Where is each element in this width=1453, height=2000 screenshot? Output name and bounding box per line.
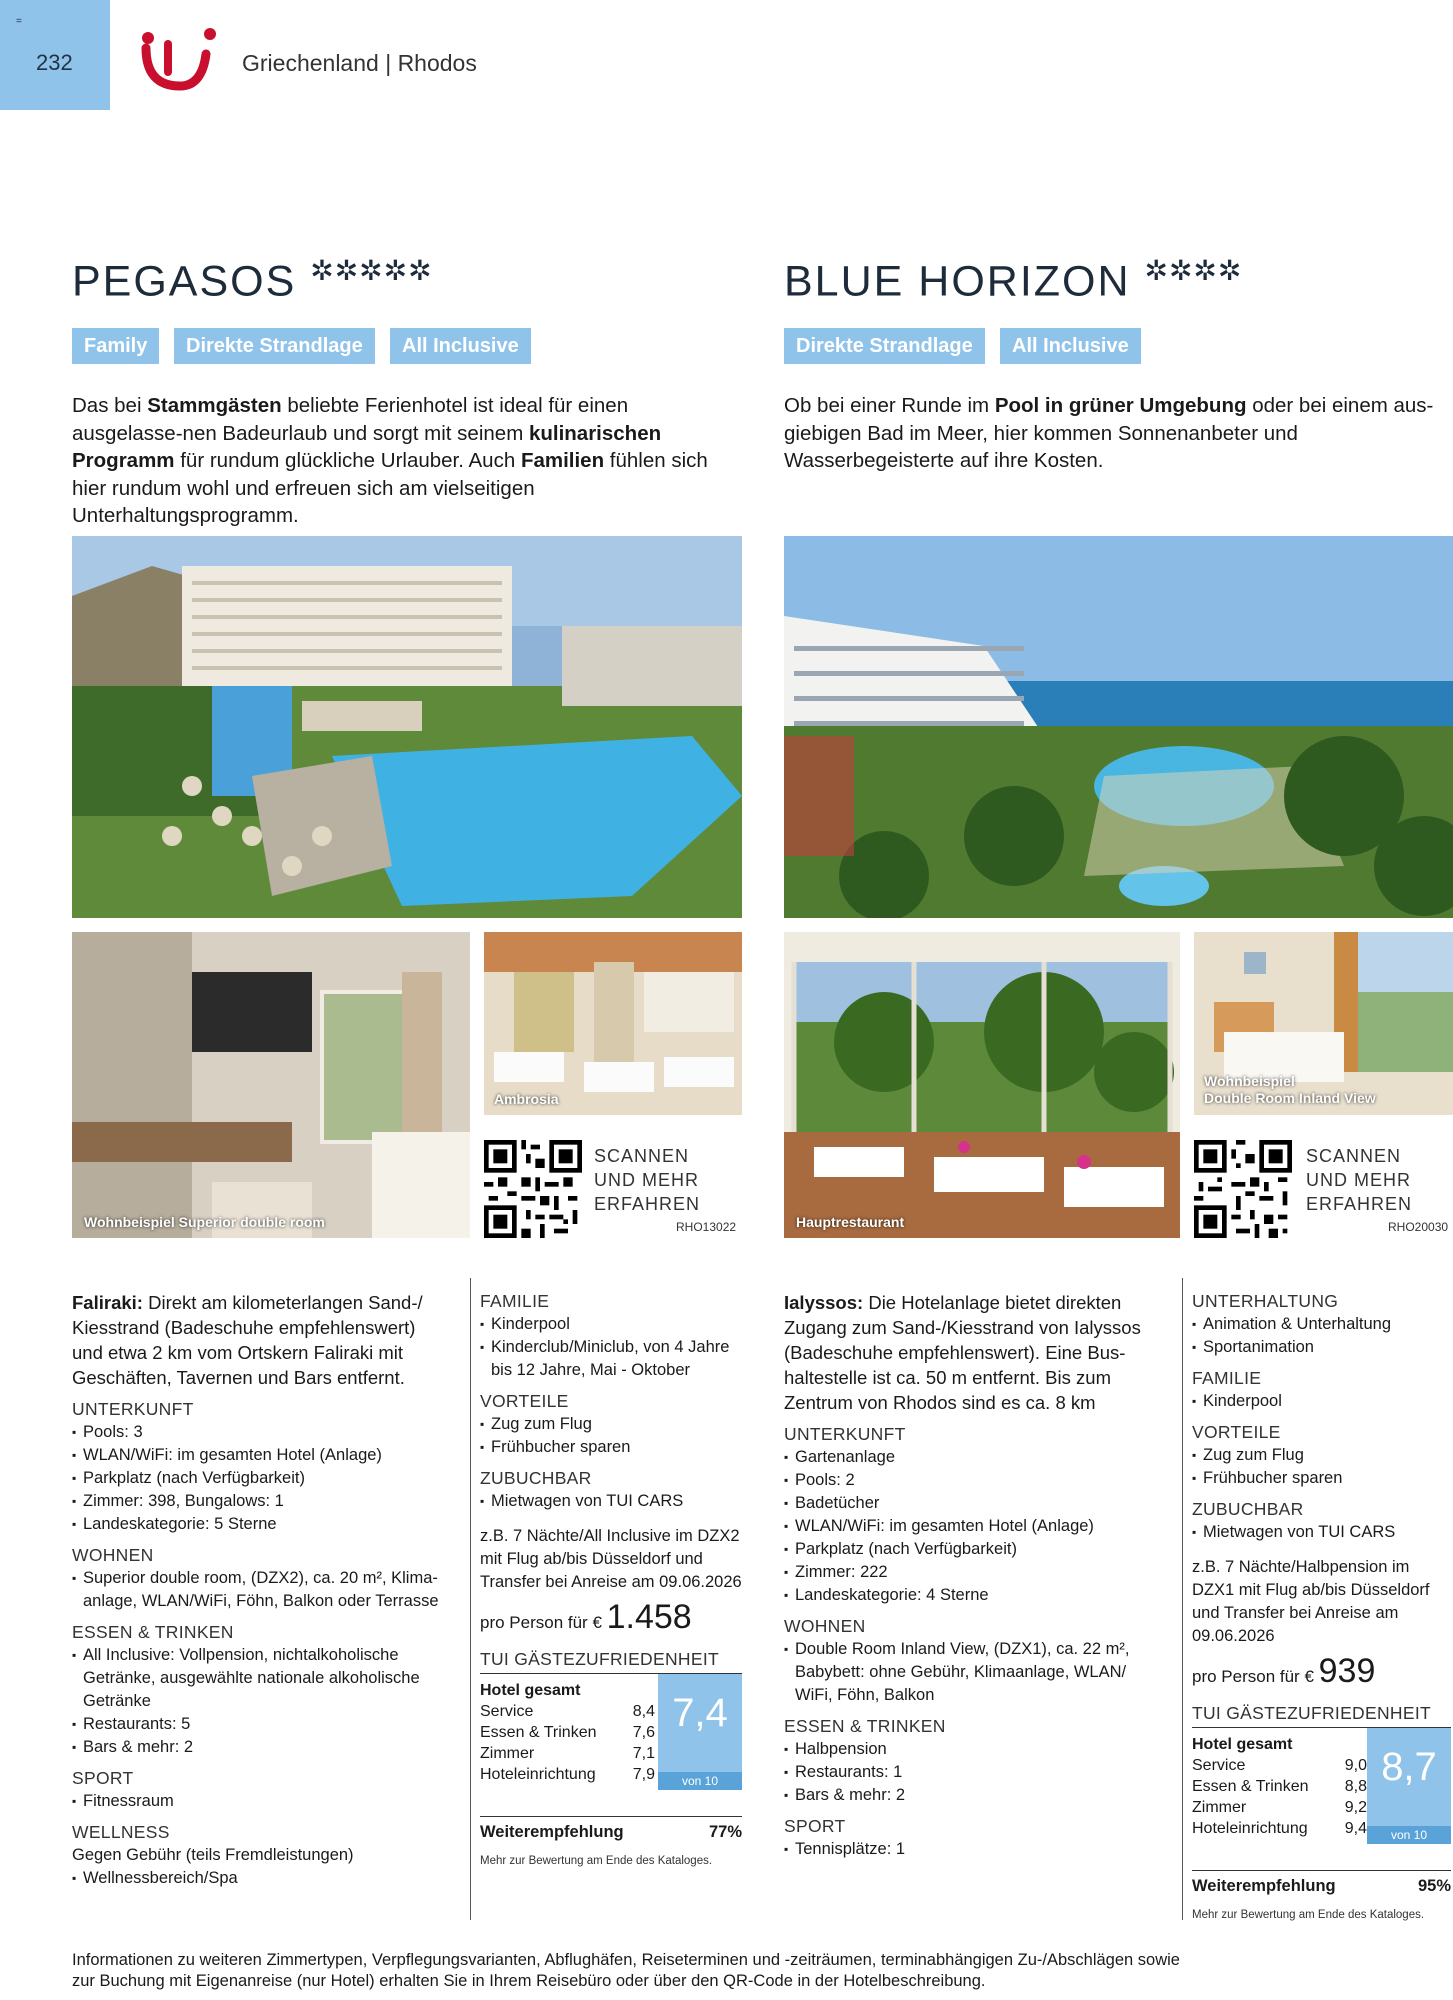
tui-logo xyxy=(140,26,220,92)
hotel-facts-pegasos: FAMILIE ▪ Kinderpool ▪ Kinderclub/Miniclub, von 4 Jahre bis 12 Jahre, Mai - Oktober VORTEILE ▪ Zug zum Flug ▪ Frühbucher sparen ZUBUCHBAR ▪ Mietwagen von TUI CARS z.B. 7 Nächte/All Inclusive im DZX2 mit Flug ab/bis Düsseldorf und Transfer bei Anreise am 09.06.2026 pro Person für € 1.458 TUI GÄSTEZUFRIEDENHEIT Hotel gesamt Service 8,4 Essen & Trinken 7,6 Zimmer 7,1 Hoteleinrichtung 7,9 7,4 von 10 Weiterempfehlung 77% Mehr zur Bewertung am Ende des Kataloges. xyxy=(480,1290,742,1873)
photo-caption-room: Wohnbeispiel Double Room Inland View xyxy=(1204,1073,1376,1106)
tag-direkte-strandlage: Direkte Strandlage xyxy=(174,328,375,364)
tag-all-inclusive: All Inclusive xyxy=(1000,328,1141,364)
breadcrumb: Griechenland | Rhodos xyxy=(242,50,477,76)
hotel-photo-blue-horizon-room xyxy=(1194,932,1453,1115)
hotel-photo-blue-horizon-restaurant xyxy=(784,932,1180,1238)
rating-note: Mehr zur Bewertung am Ende des Kataloges. xyxy=(480,1855,713,1867)
rating-note: Mehr zur Bewertung am Ende des Kataloges. xyxy=(1192,1909,1425,1921)
column-divider xyxy=(1182,1278,1183,1920)
hotel-photo-pegasos-restaurant xyxy=(484,932,742,1115)
rating-title: TUI GÄSTEZUFRIEDENHEIT xyxy=(480,1648,742,1674)
location-description: Faliraki: Direkt am kilometerlangen Sand-/ Kiesstrand (Badeschuhe empfehlenswert) und etwa 2 km vom Ortskern Faliraki mit Geschäften, Tavernen und Bars entfernt. xyxy=(72,1292,423,1388)
hotel-photo-pegasos-room xyxy=(72,932,470,1238)
hotel-photo-blue-horizon-main xyxy=(784,536,1453,918)
score-badge: 8,7 von 10 xyxy=(1367,1728,1451,1844)
hotel-intro-pegasos: Das bei Stammgästen beliebte Ferienhotel ist ideal für einen ausgelasse-nen Badeurlaub und sorgt mit seinem kulinarischen Programm für rundum glückliche Urlauber. Auch Familien fühlen sich hier rundum wohl und erfreuen sich am vielseitigen Unterhaltungsprogramm. xyxy=(72,394,708,527)
hotel-intro-blue-horizon: Ob bei einer Runde im Pool in grüner Umgebung oder bei einem aus-giebigen Bad im Meer, hier kommen Sonnenanbeter und Wasserbegeisterte auf ihre Kosten. xyxy=(784,394,1434,472)
photo-caption-restaurant: Hauptrestaurant xyxy=(796,1214,905,1230)
offer-text: z.B. 7 Nächte/Halbpension im DZX1 mit Flug ab/bis Düsseldorf und Transfer bei Anreise am 09.06.2026 xyxy=(1192,1558,1430,1645)
price: pro Person für € 939 xyxy=(1192,1652,1376,1690)
hotel-photo-pegasos-main xyxy=(72,536,742,918)
star-rating: ✲✲✲✲✲ xyxy=(310,255,433,286)
score-badge: 7,4 von 10 xyxy=(658,1674,742,1790)
tag-direkte-strandlage: Direkte Strandlage xyxy=(784,328,985,364)
tag-family: Family xyxy=(72,328,159,364)
tag-all-inclusive: All Inclusive xyxy=(390,328,531,364)
hotel-code: RHO20030 xyxy=(1388,1220,1449,1234)
menu-icon[interactable]: = xyxy=(16,16,22,27)
page-number-tab xyxy=(0,0,110,110)
footer-note: Informationen zu weiteren Zimmertypen, Verpflegungsvarianten, Abflughäfen, Reiseterminen und -zeiträumen, terminabhängigen Zu-/Abschlägen sowie zur Buchung mit Eigenanreise (nur Hotel) erhalten Sie in Ihrem Reisebüro oder über den QR-Code in der Hotelbeschreibung. xyxy=(72,1951,1180,1990)
scan-prompt-blue-horizon: SCANNEN UND MEHR ERFAHREN xyxy=(1306,1146,1413,1214)
page-number: 232 xyxy=(36,50,73,75)
location-description: Ialyssos: Die Hotelanlage bietet direkten Zugang zum Sand-/Kiesstrand von Ialyssos (Badeschuhe empfehlenswert). Eine Bus-haltestelle ist ca. 50 m entfernt. Bis zum Zentrum von Rhodos sind es ca. 8 km xyxy=(784,1292,1141,1413)
recommendation: Weiterempfehlung 95% xyxy=(1192,1870,1451,1898)
photo-caption-room: Wohnbeispiel Superior double room xyxy=(84,1214,325,1230)
qr-code-pegasos[interactable] xyxy=(484,1140,582,1238)
photo-caption-restaurant: Ambrosia xyxy=(494,1091,559,1107)
hotel-code: RHO13022 xyxy=(676,1220,737,1234)
rating-box: Hotel gesamt Service 8,4 Essen & Trinken 7,6 Zimmer 7,1 Hoteleinrichtung 7,9 7,4 von 10 xyxy=(480,1674,742,1812)
hotel-title-blue-horizon: BLUE HORIZON ✲✲✲✲ xyxy=(784,255,1243,306)
qr-code-blue-horizon[interactable] xyxy=(1194,1140,1292,1238)
column-divider xyxy=(470,1278,471,1920)
recommendation: Weiterempfehlung 77% xyxy=(480,1816,742,1844)
price: pro Person für € 1.458 xyxy=(480,1598,692,1636)
rating-title: TUI GÄSTEZUFRIEDENHEIT xyxy=(1192,1702,1451,1728)
hotel-details-pegasos: Faliraki: Direkt am kilometerlangen Sand-/ Kiesstrand (Badeschuhe empfehlenswert) und etwa 2 km vom Ortskern Faliraki mit Geschäften, Tavernen und Bars entfernt. UNTERKUNFT ▪ Pools: 3 ▪ WLAN/WiFi: im gesamten Hotel (Anlage) ▪ Parkplatz (nach Verfügbarkeit) ▪ Zimmer: 398, Bungalows: 1 ▪ Landeskategorie: 5 Sterne WOHNEN ▪ Superior double room, (DZX2), ca. 20 m², Klima-anlage, WLAN/WiFi, Föhn, Balkon oder Terrasse ESSEN & TRINKEN ▪ All Inclusive: Vollpension, nichtalkoholische Getränke, ausgewählte nationale alkoholische Getränke ▪ Restaurants: 5 ▪ Bars & mehr: 2 SPORT ▪ Fitnessraum WELLNESS Gegen Gebühr (teils Fremdleistungen) ▪ Wellnessbereich/Spa xyxy=(72,1290,442,1890)
star-rating: ✲✲✲✲ xyxy=(1144,255,1243,286)
hotel-details-blue-horizon: Ialyssos: Die Hotelanlage bietet direkten Zugang zum Sand-/Kiesstrand von Ialyssos (Badeschuhe empfehlenswert). Eine Bus-haltestelle ist ca. 50 m entfernt. Bis zum Zentrum von Rhodos sind es ca. 8 km UNTERKUNFT ▪ Gartenanlage ▪ Pools: 2 ▪ Badetücher ▪ WLAN/WiFi: im gesamten Hotel (Anlage) ▪ Parkplatz (nach Verfügbarkeit) ▪ Zimmer: 222 ▪ Landeskategorie: 4 Sterne WOHNEN ▪ Double Room Inland View, (DZX1), ca. 22 m², Babybett: ohne Gebühr, Klimaanlage, WLAN/ WiFi, Föhn, Balkon ESSEN & TRINKEN ▪ Halbpension ▪ Restaurants: 1 ▪ Bars & mehr: 2 SPORT ▪ Tennisplätze: 1 xyxy=(784,1290,1144,1861)
rating-box: Hotel gesamt Service 9,0 Essen & Trinken 8,8 Zimmer 9,2 Hoteleinrichtung 9,4 8,7 von 10 xyxy=(1192,1728,1451,1866)
offer-text: z.B. 7 Nächte/All Inclusive im DZX2 mit Flug ab/bis Düsseldorf und Transfer bei Anreise am 09.06.2026 xyxy=(480,1527,742,1591)
hotel-facts-blue-horizon: UNTERHALTUNG ▪ Animation & Unterhaltung ▪ Sportanimation FAMILIE ▪ Kinderpool VORTEILE ▪ Zug zum Flug ▪ Frühbucher sparen ZUBUCHBAR ▪ Mietwagen von TUI CARS z.B. 7 Nächte/Halbpension im DZX1 mit Flug ab/bis Düsseldorf und Transfer bei Anreise am 09.06.2026 pro Person für € 939 TUI GÄSTEZUFRIEDENHEIT Hotel gesamt Service 9,0 Essen & Trinken 8,8 Zimmer 9,2 Hoteleinrichtung 9,4 8,7 von 10 Weiterempfehlung 95% Mehr zur Bewertung am Ende des Kataloges. xyxy=(1192,1290,1451,1927)
hotel-title-pegasos: PEGASOS ✲✲✲✲✲ xyxy=(72,255,433,306)
scan-prompt-pegasos: SCANNEN UND MEHR ERFAHREN xyxy=(594,1146,701,1214)
